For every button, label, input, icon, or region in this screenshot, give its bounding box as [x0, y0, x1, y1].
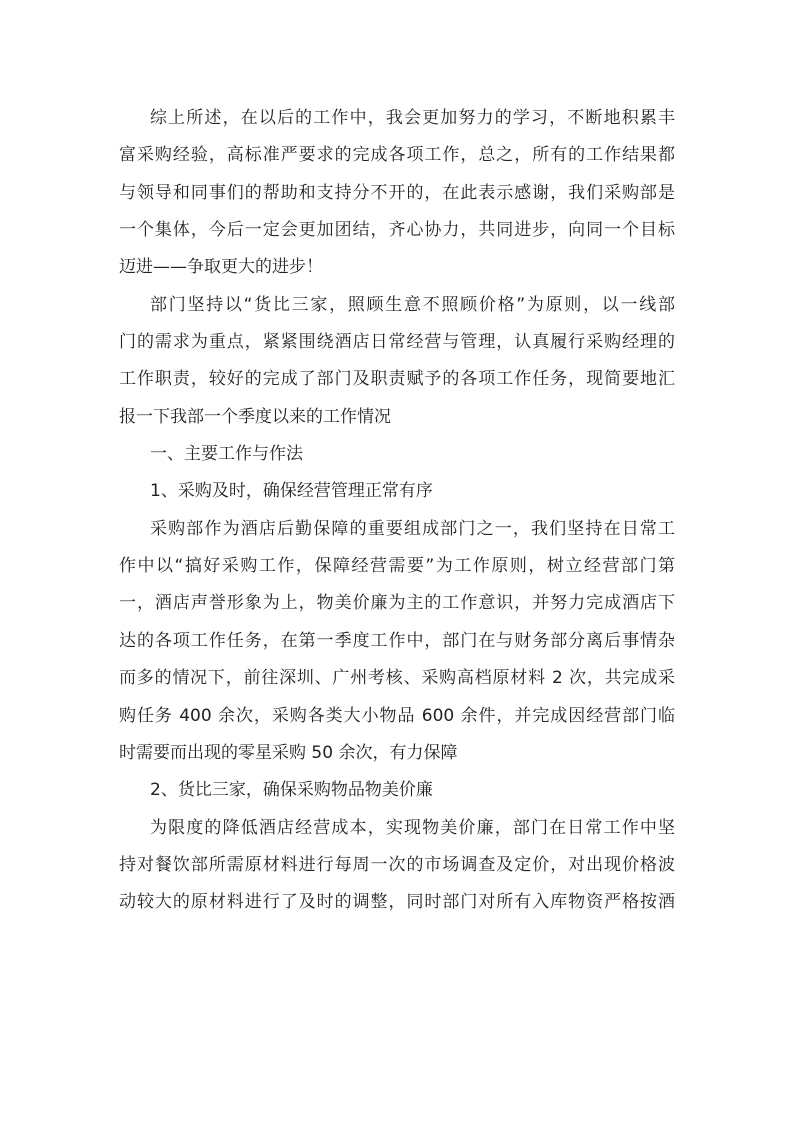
text-line: 迈进——争取更大的进步！: [119, 257, 323, 278]
heading-text: 1、采购及时，确保经营管理正常有序: [150, 481, 433, 502]
text-line: 采购部作为酒店后勤保障的重要组成部门之一，我们坚持在日常工: [150, 518, 675, 539]
paragraph-section-2: [119, 810, 675, 922]
text-line: 为限度的降低酒店经营成本，实现物美价廉，部门在日常工作中坚: [150, 817, 675, 838]
text-line: 一，酒店声誉形象为上，物美价廉为主的工作意识，并努力完成酒店下: [119, 593, 675, 614]
text-line: 而多的情况下，前往深圳、广州考核、采购高档原材料 2 次，共完成采: [119, 668, 675, 689]
paragraph-section-1: [119, 511, 675, 772]
text-line: 时需要而出现的零星采购 50 余次，有力保障: [119, 742, 458, 763]
text-line: 一个集体，今后一定会更加团结，齐心协力，共同进步，向同一个目标: [119, 220, 675, 241]
text-line: 购任务 400 余次，采购各类大小物品 600 余件，并完成因经营部门临: [119, 705, 675, 726]
paragraph-principle: [119, 287, 675, 436]
heading-text: 2、货比三家，确保采购物品物美价廉: [150, 780, 433, 801]
text-line: 持对餐饮部所需原材料进行每周一次的市场调查及定价，对出现价格波: [119, 854, 675, 875]
text-line: 作中以“搞好采购工作，保障经营需要”为工作原则，树立经营部门第: [119, 556, 675, 577]
section-heading-main: [119, 436, 675, 473]
text-line: 工作职责，较好的完成了部门及职责赋予的各项工作任务，现简要地汇: [119, 369, 675, 390]
text-line: 动较大的原材料进行了及时的调整，同时部门对所有入库物资严格按酒: [119, 892, 675, 913]
text-line: 与领导和同事们的帮助和支持分不开的，在此表示感谢，我们采购部是: [119, 182, 675, 203]
heading-text: 一、主要工作与作法: [150, 444, 303, 465]
text-line: 部门坚持以“货比三家，照顾生意不照顾价格”为原则，以一线部: [150, 294, 675, 315]
document-body: [119, 100, 675, 922]
text-line: 达的各项工作任务，在第一季度工作中，部门在与财务部分离后事情杂: [119, 630, 675, 651]
text-line: 报一下我部一个季度以来的工作情况: [119, 406, 391, 427]
text-line: 综上所述，在以后的工作中，我会更加努力的学习，不断地积累丰: [150, 108, 675, 128]
text-line: 富采购经验，高标准严要求的完成各项工作，总之，所有的工作结果都: [119, 145, 675, 166]
section-heading-2: [119, 772, 675, 809]
text-line: 门的需求为重点，紧紧围绕酒店日常经营与管理，认真履行采购经理的: [119, 332, 675, 353]
paragraph-summary: [119, 100, 675, 287]
section-heading-1: [119, 473, 675, 510]
